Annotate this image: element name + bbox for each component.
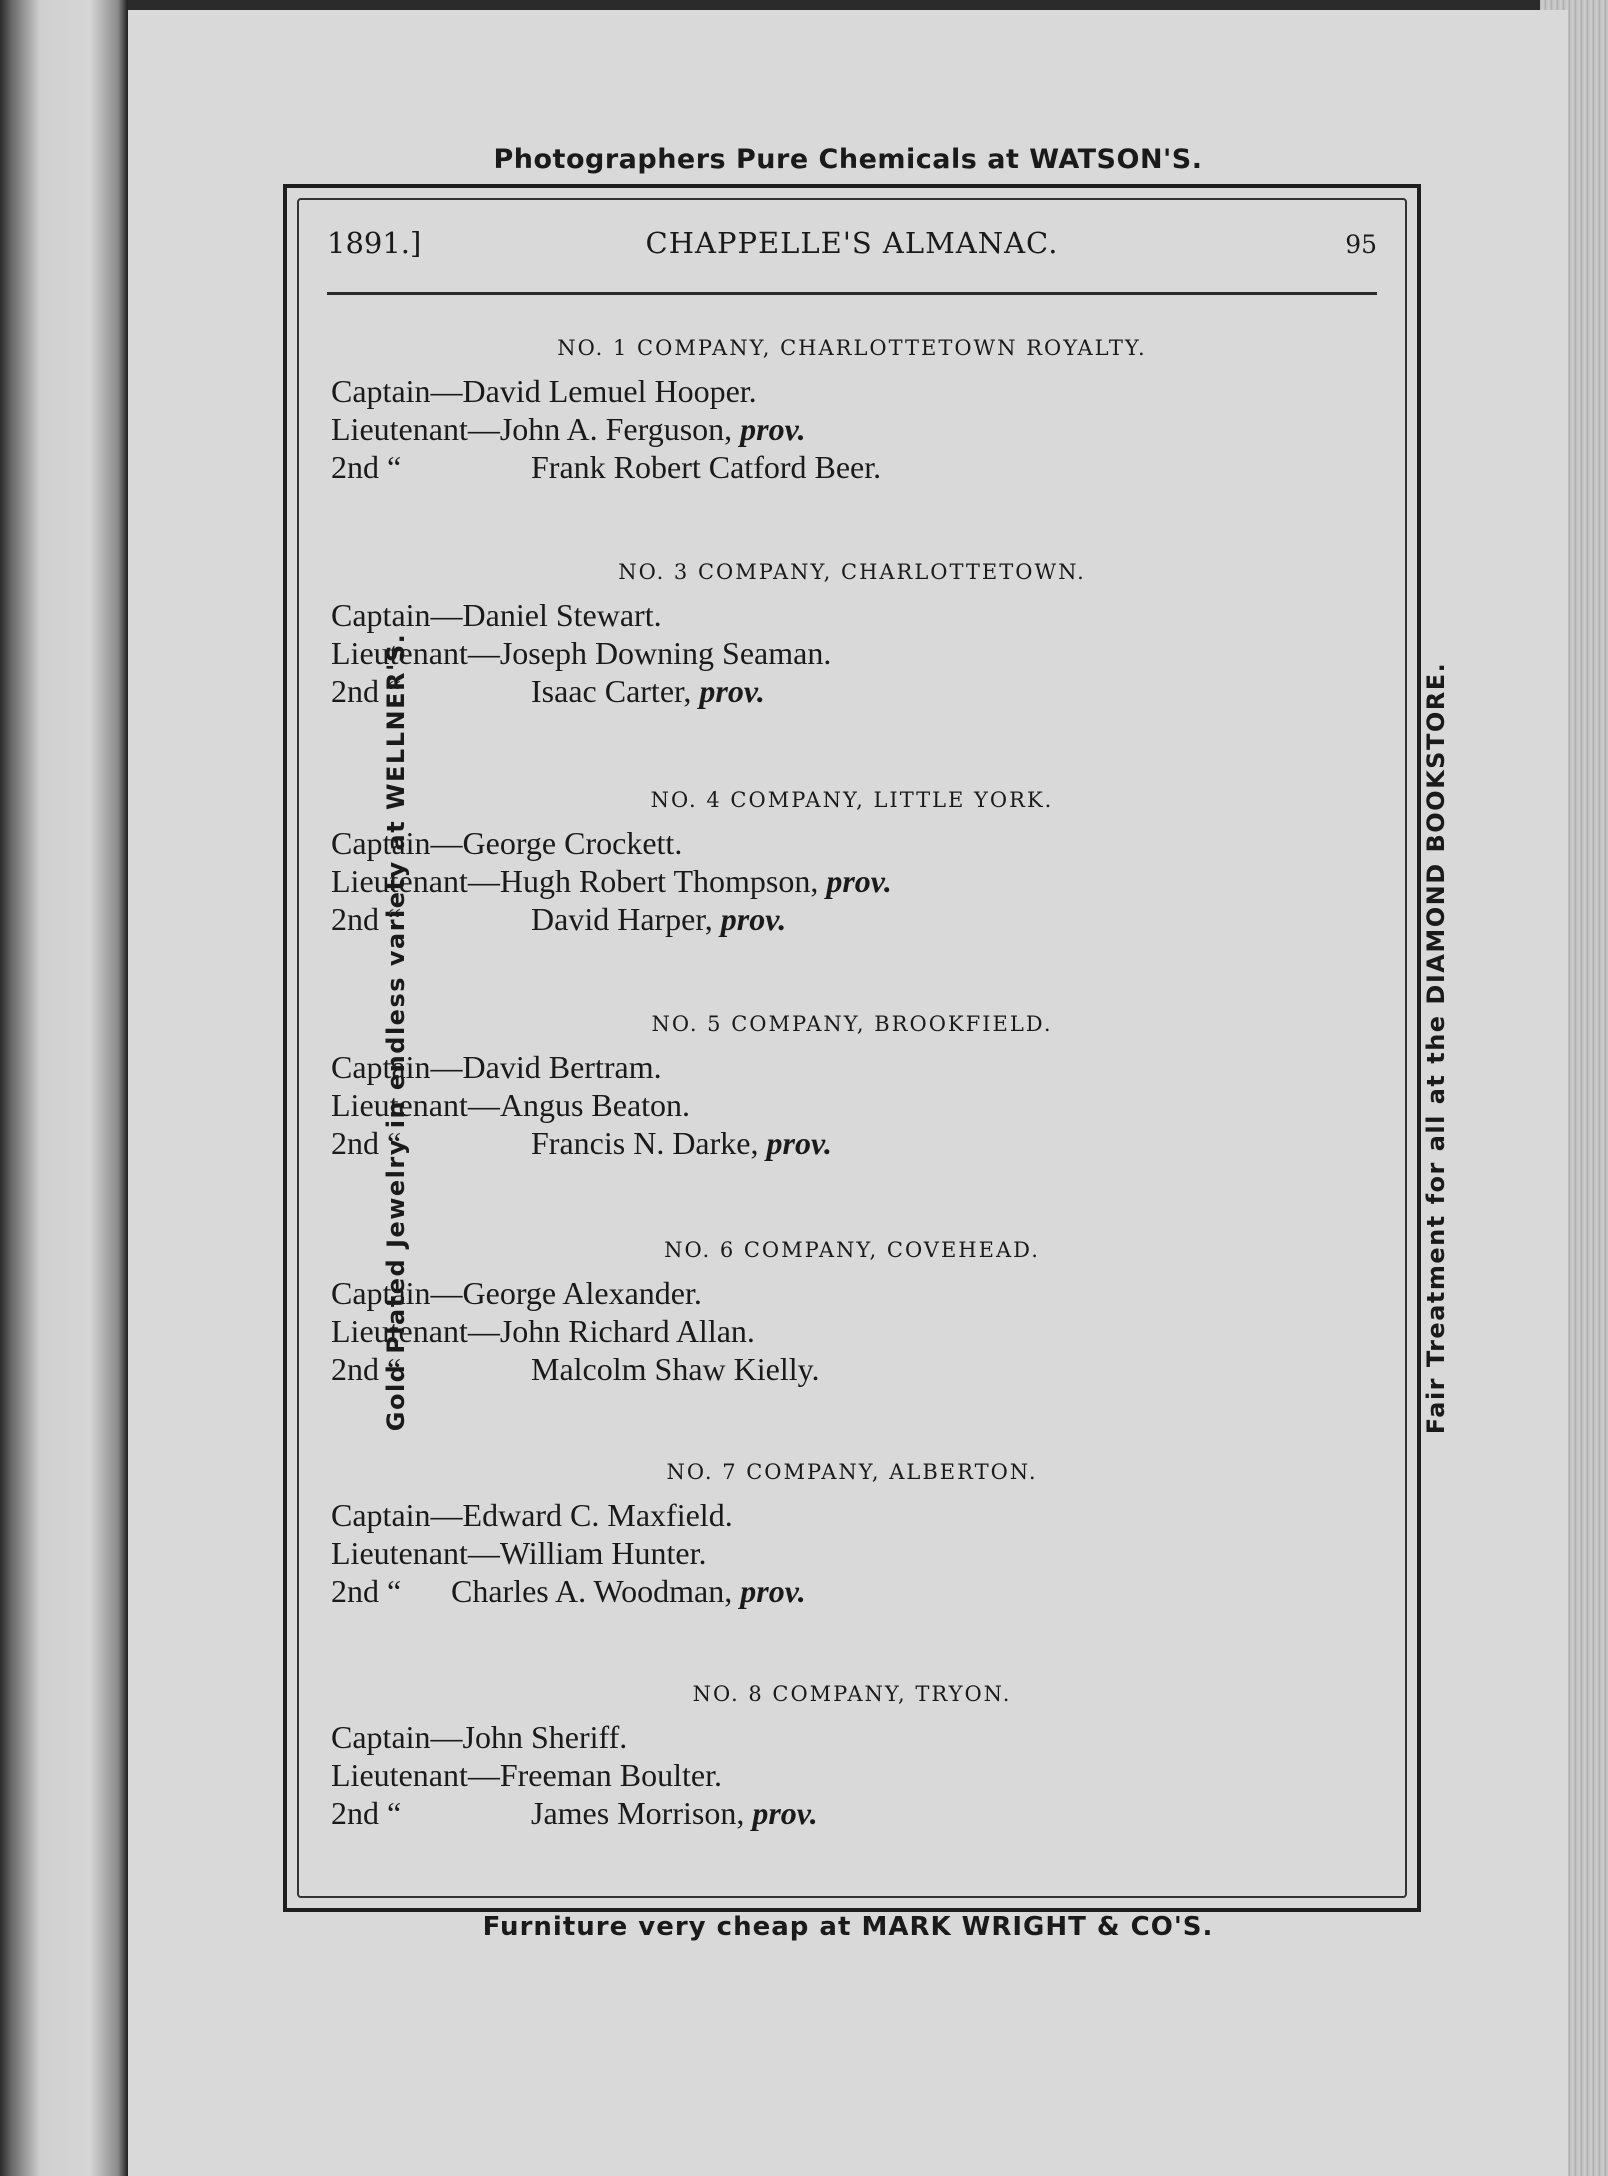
lieutenant-line: Lieutenant—Joseph Downing Seaman. [331, 635, 832, 671]
captain-line: Captain—George Alexander. [331, 1275, 702, 1311]
lieutenant-line: Lieutenant—John Richard Allan. [331, 1313, 755, 1349]
advertisement-left: Gold Plated Jewelry in endless variety at WELLNER'S. [382, 632, 410, 1432]
captain-line: Captain—George Crockett. [331, 825, 683, 861]
second-lieutenant-line: 2nd “ Francis N. Darke, prov. [331, 1125, 832, 1161]
company-section [287, 560, 1417, 710]
company-heading: NO. 1 COMPANY, CHARLOTTETOWN ROYALTY. [557, 336, 1147, 360]
company-heading: NO. 3 COMPANY, CHARLOTTETOWN. [618, 560, 1086, 584]
second-lieutenant-line: 2nd “ Frank Robert Catford Beer. [331, 449, 882, 485]
captain-line: Captain—Edward C. Maxfield. [331, 1497, 733, 1533]
advertisement-bottom: Furniture very cheap at MARK WRIGHT & CO'S. [482, 1912, 1214, 1942]
second-lieutenant-line: 2nd “ Isaac Carter, prov. [331, 673, 765, 709]
header-rule [327, 292, 1377, 295]
company-section [287, 1012, 1417, 1162]
advertisement-top: Photographers Pure Chemicals at WATSON'S. [493, 144, 1203, 175]
captain-line: Captain—John Sheriff. [331, 1719, 628, 1755]
company-heading: NO. 7 COMPANY, ALBERTON. [666, 1460, 1038, 1484]
advertisement-right: Fair Treatment for all at the DIAMOND BOOKSTORE. [1422, 661, 1450, 1435]
captain-line: Captain—David Bertram. [331, 1049, 662, 1085]
lieutenant-line: Lieutenant—Angus Beaton. [331, 1087, 691, 1123]
company-heading: NO. 4 COMPANY, LITTLE YORK. [650, 788, 1054, 812]
running-header [327, 226, 1377, 276]
company-section [287, 1682, 1417, 1832]
left-page-leaf [0, 0, 128, 2176]
page-number: 95 [1345, 230, 1377, 259]
company-heading: NO. 6 COMPANY, COVEHEAD. [664, 1238, 1040, 1262]
second-lieutenant-line: 2nd “ David Harper, prov. [331, 901, 787, 937]
almanac-page [128, 10, 1568, 2176]
text-frame [283, 184, 1421, 1912]
company-heading: NO. 8 COMPANY, TRYON. [692, 1682, 1012, 1706]
captain-line: Captain—David Lemuel Hooper. [331, 373, 757, 409]
company-section [287, 1460, 1417, 1610]
lieutenant-line: Lieutenant—William Hunter. [331, 1535, 707, 1571]
company-heading: NO. 5 COMPANY, BROOKFIELD. [651, 1012, 1053, 1036]
company-section [287, 336, 1417, 486]
second-lieutenant-line: 2nd “Charles A. Woodman, prov. [331, 1573, 806, 1609]
company-section [287, 788, 1417, 938]
header-year: 1891.] [327, 226, 422, 260]
lieutenant-line: Lieutenant—Hugh Robert Thompson, prov. [331, 863, 892, 899]
second-lieutenant-line: 2nd “ James Morrison, prov. [331, 1795, 818, 1831]
company-section [287, 1238, 1417, 1388]
lieutenant-line: Lieutenant—Freeman Boulter. [331, 1757, 722, 1793]
second-lieutenant-line: 2nd “ Malcolm Shaw Kielly. [331, 1351, 820, 1387]
header-title: CHAPPELLE'S ALMANAC. [645, 226, 1059, 260]
captain-line: Captain—Daniel Stewart. [331, 597, 662, 633]
lieutenant-line: Lieutenant—John A. Ferguson, prov. [331, 411, 806, 447]
